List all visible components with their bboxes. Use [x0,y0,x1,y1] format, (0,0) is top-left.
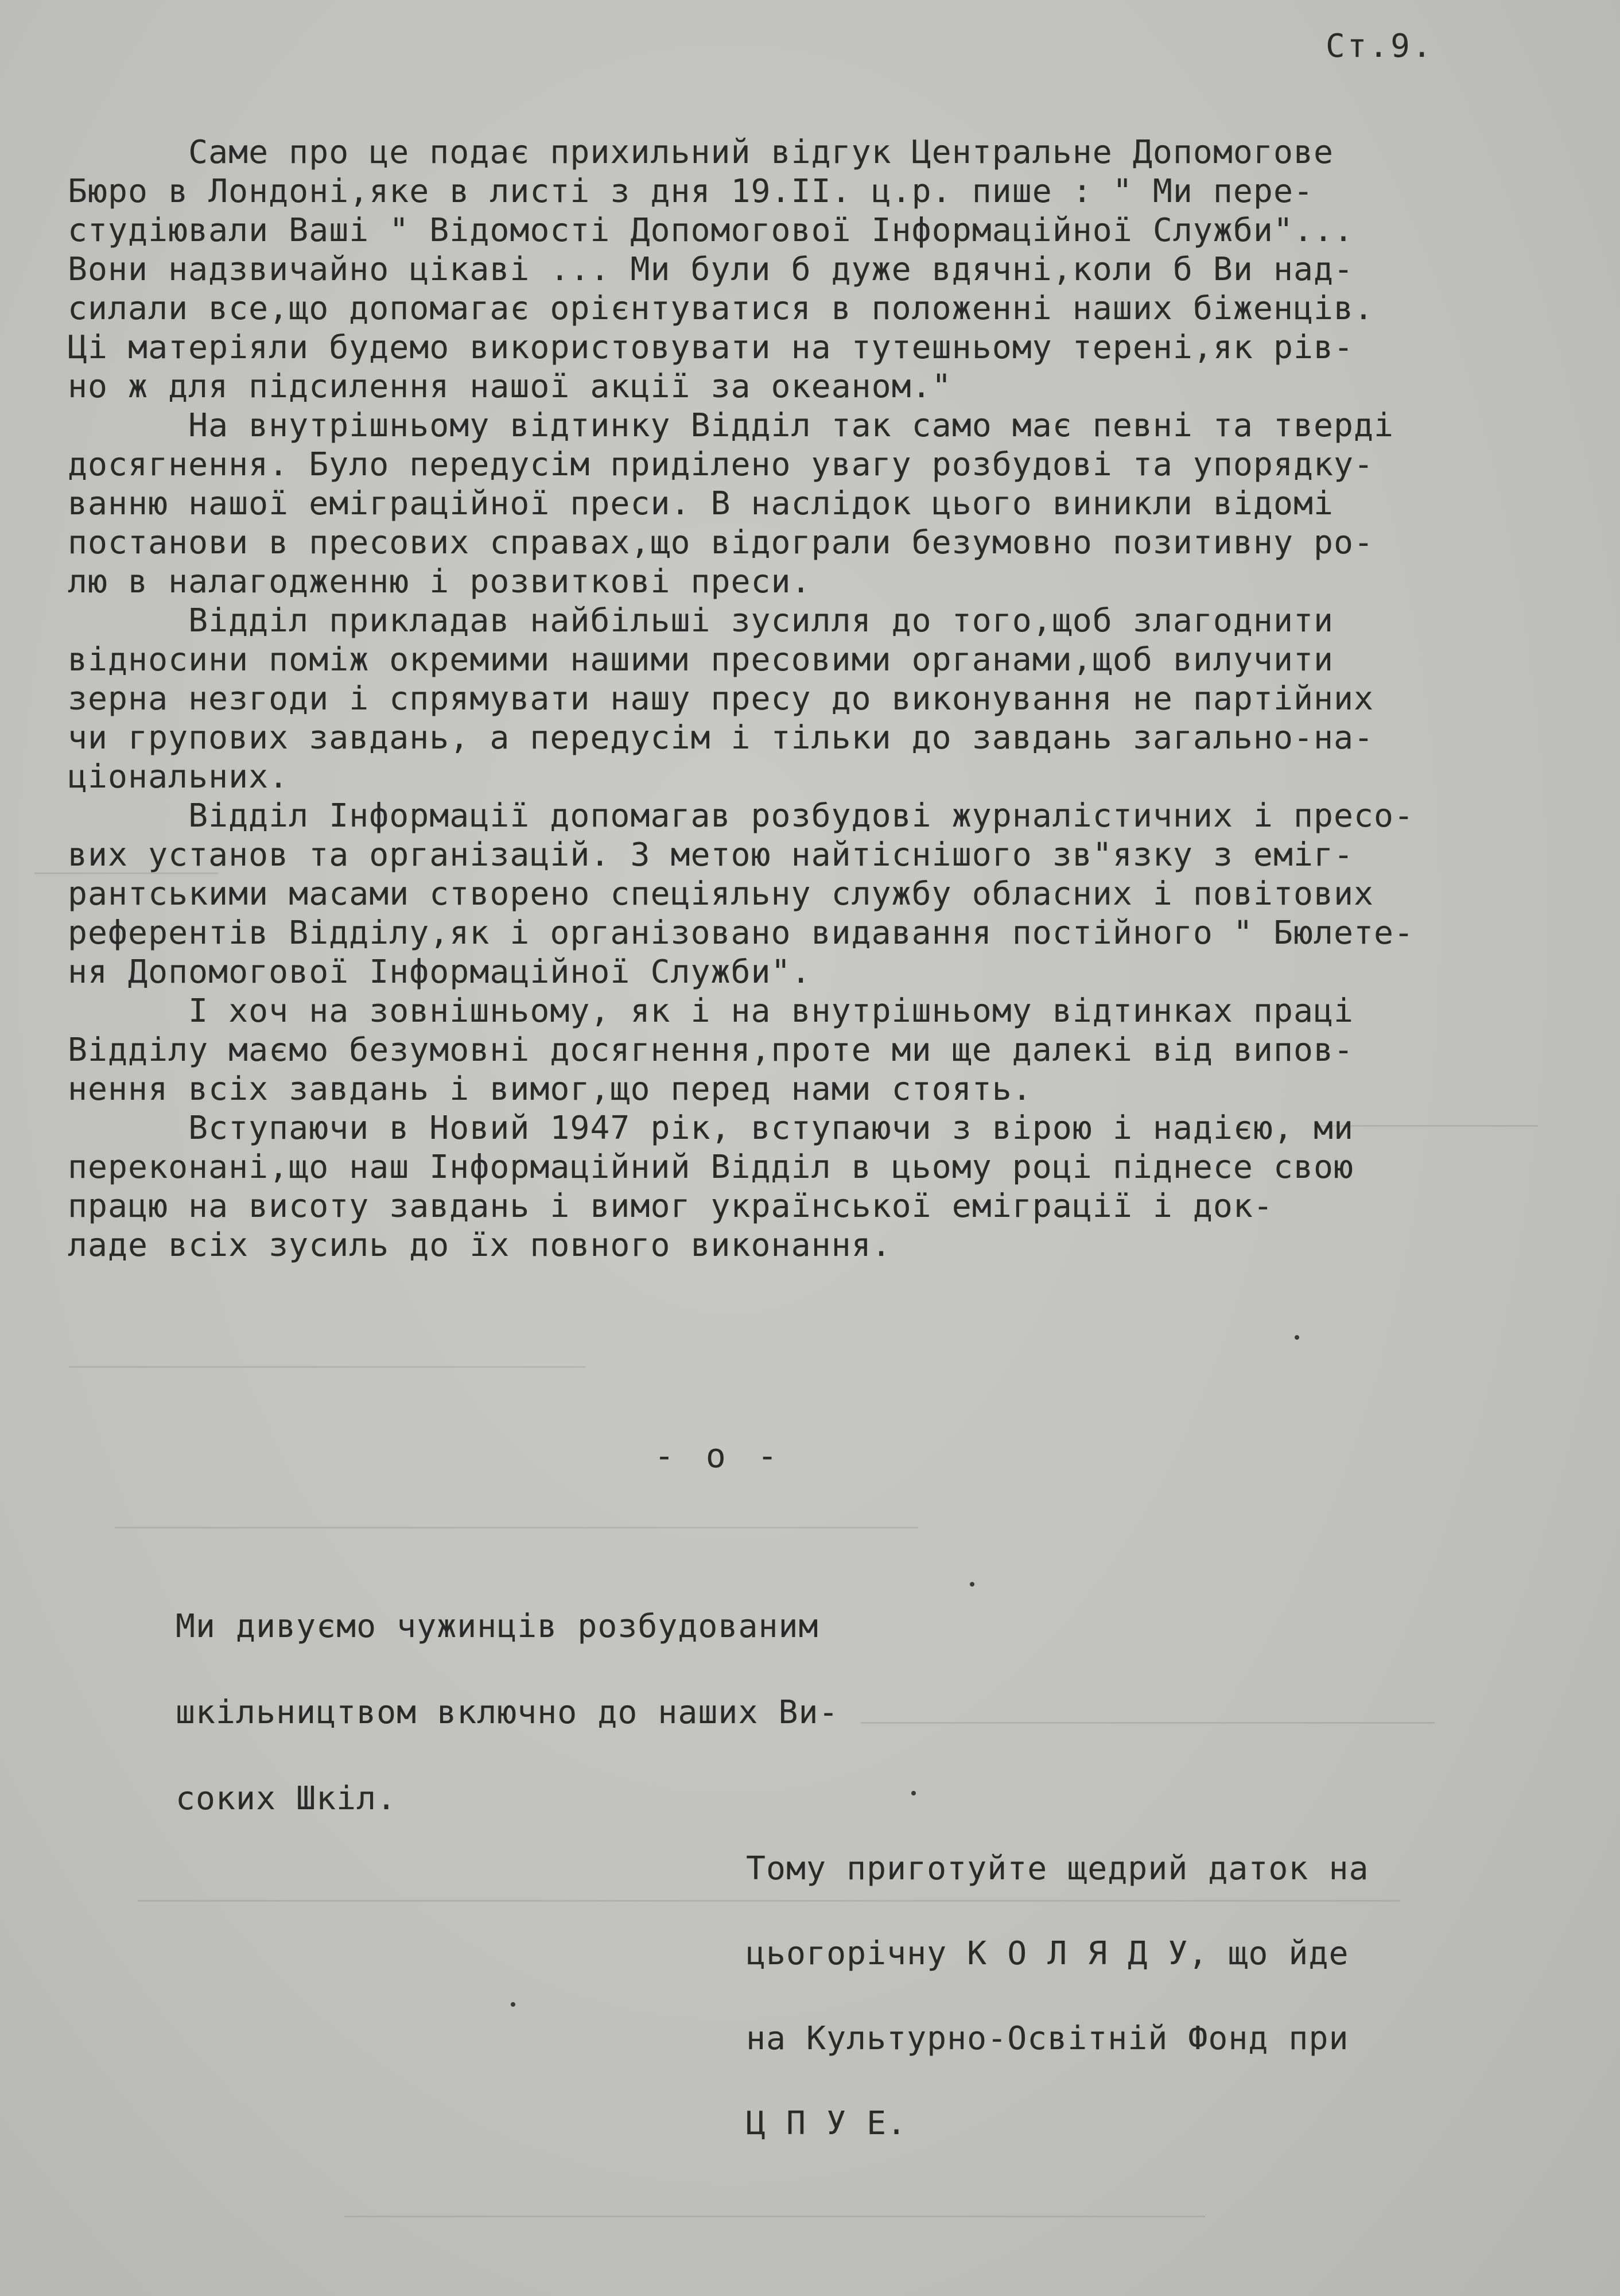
text-line: референтів Відділу,як і організовано видавання постійного " Бюлете- [68,914,1415,952]
closing-line: Тому приготуйте щедрий даток на [746,1850,1369,1887]
text-line: переконані,що наш Інформаційний Відділ в цьому році піднесе свою [68,1149,1354,1186]
bleed-through-mark [115,1527,918,1529]
closing-block [746,1849,1369,2189]
text-line: студіювали Ваші " Відомості Допомогової Інформаційної Служби"... [68,212,1354,249]
body-text [68,133,1537,1265]
text-line: відносини поміж окремими нашими пресовими органами,щоб вилучити [68,641,1334,678]
text-line: лю в налагодженню і розвиткові преси. [68,563,811,600]
text-line: На внутрішньому відтинку Відділ так само має певні та тверді [68,407,1394,444]
text-line: ня Допомогової Інформаційної Служби". [68,953,811,991]
text-line: ванню нашої еміграційної преси. В наслідок цього виникли відомі [68,485,1334,522]
text-line: Відділу маємо безумовні досягнення,проте ми ще далекі від випов- [68,1031,1354,1069]
appeal-line: соких Шкіл. [176,1780,397,1817]
stray-ink-dot [1295,1335,1299,1340]
text-line: Саме про це подає прихильний відгук Центральне Допомогове [68,134,1334,171]
text-line: Бюро в Лондоні,яке в листі з дня 19.ІІ. ц.р. пише : " Ми пере- [68,173,1314,210]
text-line: Відділ Інформації допомагав розбудові журналістичних і пресо- [68,797,1415,835]
stray-ink-dot [970,1582,974,1587]
text-line: ціональних. [68,758,289,796]
section-divider: - о - [654,1436,783,1475]
text-line: нення всіх завдань і вимог,що перед нами стоять. [68,1071,1032,1108]
text-line: постанови в пресових справах,що відограли безумовно позитивну ро- [68,524,1374,561]
closing-line: Ц П У Е. [746,2105,907,2142]
closing-line: на Культурно-Освітній Фонд при [746,2020,1349,2057]
text-line: ладе всіх зусиль до їх повного виконання. [68,1227,892,1264]
stray-ink-dot [511,2002,515,2007]
text-line: зерна незгоди і спрямувати нашу пресу до виконування не партійних [68,680,1374,718]
text-line: досягнення. Було передусім приділено увагу розбудові та упорядку- [68,446,1374,483]
appeal-block [176,1607,839,1865]
appeal-line: шкільництвом включно до наших Ви- [176,1694,839,1731]
closing-line: цьогорічну К О Л Я Д У, що йде [746,1935,1349,1972]
text-line: вих установ та організацій. З метою найтіснішого зв"язку з еміг- [68,836,1354,874]
text-line: Вони надзвичайно цікаві ... Ми були б дуже вдячні,коли б Ви над- [68,251,1354,288]
text-line: Відділ прикладав найбільші зусилля до того,щоб злагоднити [68,602,1334,639]
text-line: рантськими масами створено спеціяльну службу обласних і повітових [68,875,1374,913]
text-line: І хоч на зовнішньому, як і на внутрішньому відтинках праці [68,992,1354,1030]
appeal-line: Ми дивуємо чужинців розбудованим [176,1608,819,1645]
text-line: силали все,що допомагає орієнтуватися в положенні наших біженців. [68,290,1374,327]
text-line: Вступаючи в Новий 1947 рік, вступаючи з вірою і надією, ми [68,1110,1354,1147]
bleed-through-mark [344,2216,1205,2217]
page-number: Ст.9. [1326,28,1434,65]
text-line: працю на висоту завдань і вимог української еміграції і док- [68,1188,1273,1225]
text-line: но ж для підсилення нашої акції за океаном." [68,368,952,405]
text-line: чи групових завдань, а передусім і тільки до завдань загально-на- [68,719,1374,757]
text-line: Ці матеріяли будемо використовувати на тутешньому терені,як рів- [68,329,1354,366]
bleed-through-mark [861,1722,1435,1724]
bleed-through-mark [69,1366,585,1368]
stray-ink-dot [911,1791,916,1795]
